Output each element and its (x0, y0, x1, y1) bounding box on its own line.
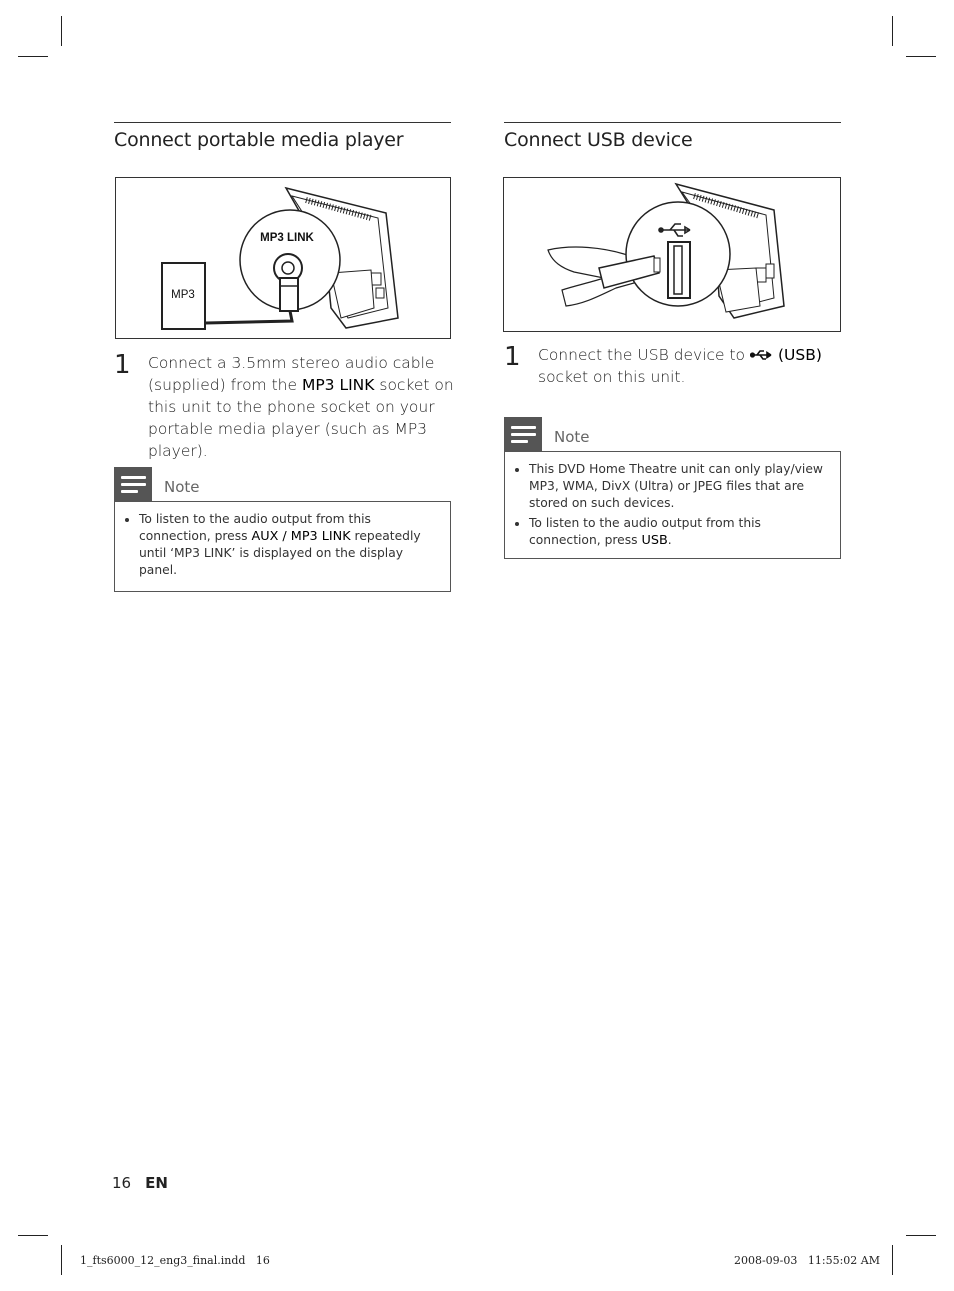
crop-mark (18, 56, 48, 57)
section-heading: Connect portable media player (114, 129, 404, 151)
left-step-1 (114, 352, 454, 462)
section-heading: Connect USB device (504, 129, 693, 151)
crop-mark (906, 1235, 936, 1236)
mp3-link-illustration (115, 177, 451, 339)
crop-mark (18, 1235, 48, 1236)
crop-mark (892, 1245, 893, 1275)
page-number: 16 (112, 1174, 132, 1192)
mp3-link-socket-label: MP3 LINK (260, 232, 314, 244)
step-text: Connect a 3.5mm stereo audio cable (supplied) from the MP3 LINK socket on this unit to the phone socket on your portable media player (such as MP3 player). (148, 354, 454, 460)
note-icon (504, 417, 542, 451)
plug-icon (280, 278, 298, 311)
crop-mark (61, 1245, 62, 1275)
note-label: Note (164, 478, 200, 496)
audio-cable (206, 311, 292, 323)
mp3-link-keyword: MP3 LINK (301, 376, 375, 394)
mp3-player-label: MP3 (171, 289, 195, 301)
section-portable-media-player (114, 122, 451, 151)
right-step-1 (504, 344, 844, 388)
note-box (504, 451, 841, 559)
step-number: 1 (504, 342, 521, 372)
crop-mark (892, 16, 893, 46)
note-label: Note (554, 428, 590, 446)
left-note (114, 467, 451, 592)
crop-mark (906, 56, 936, 57)
note-icon (114, 467, 152, 501)
timestamp-slug: 2008-09-03 11:55:02 AM (733, 1254, 880, 1267)
note-item: • To listen to the audio output from this connection, press USB. (529, 515, 830, 549)
usb-icon (750, 349, 774, 361)
section-rule (504, 122, 841, 123)
mp3-link-diagram (116, 178, 450, 338)
section-usb-device (504, 122, 841, 151)
usb-illustration (503, 177, 841, 332)
note-item: • To listen to the audio output from this connection, press AUX / MP3 LINK repeatedly until ‘MP3 LINK’ is displayed on the display panel. (139, 511, 440, 579)
note-box (114, 501, 451, 592)
crop-mark (61, 16, 62, 46)
file-slug: 1_fts6000_12_eng3_final.indd 16 (80, 1254, 270, 1267)
note-item: • This DVD Home Theatre unit can only play/view MP3, WMA, DivX (Ultra) or JPEG files that are stored on such devices. (529, 461, 830, 512)
section-rule (114, 122, 451, 123)
step-number: 1 (114, 350, 131, 380)
right-note (504, 417, 841, 559)
page-footer (112, 1174, 168, 1192)
usb-keyword: (USB) (777, 346, 822, 364)
language-code: EN (145, 1174, 168, 1192)
usb-diagram (504, 178, 840, 331)
step-text: Connect the USB device to (USB) socket on this unit. (538, 346, 822, 386)
